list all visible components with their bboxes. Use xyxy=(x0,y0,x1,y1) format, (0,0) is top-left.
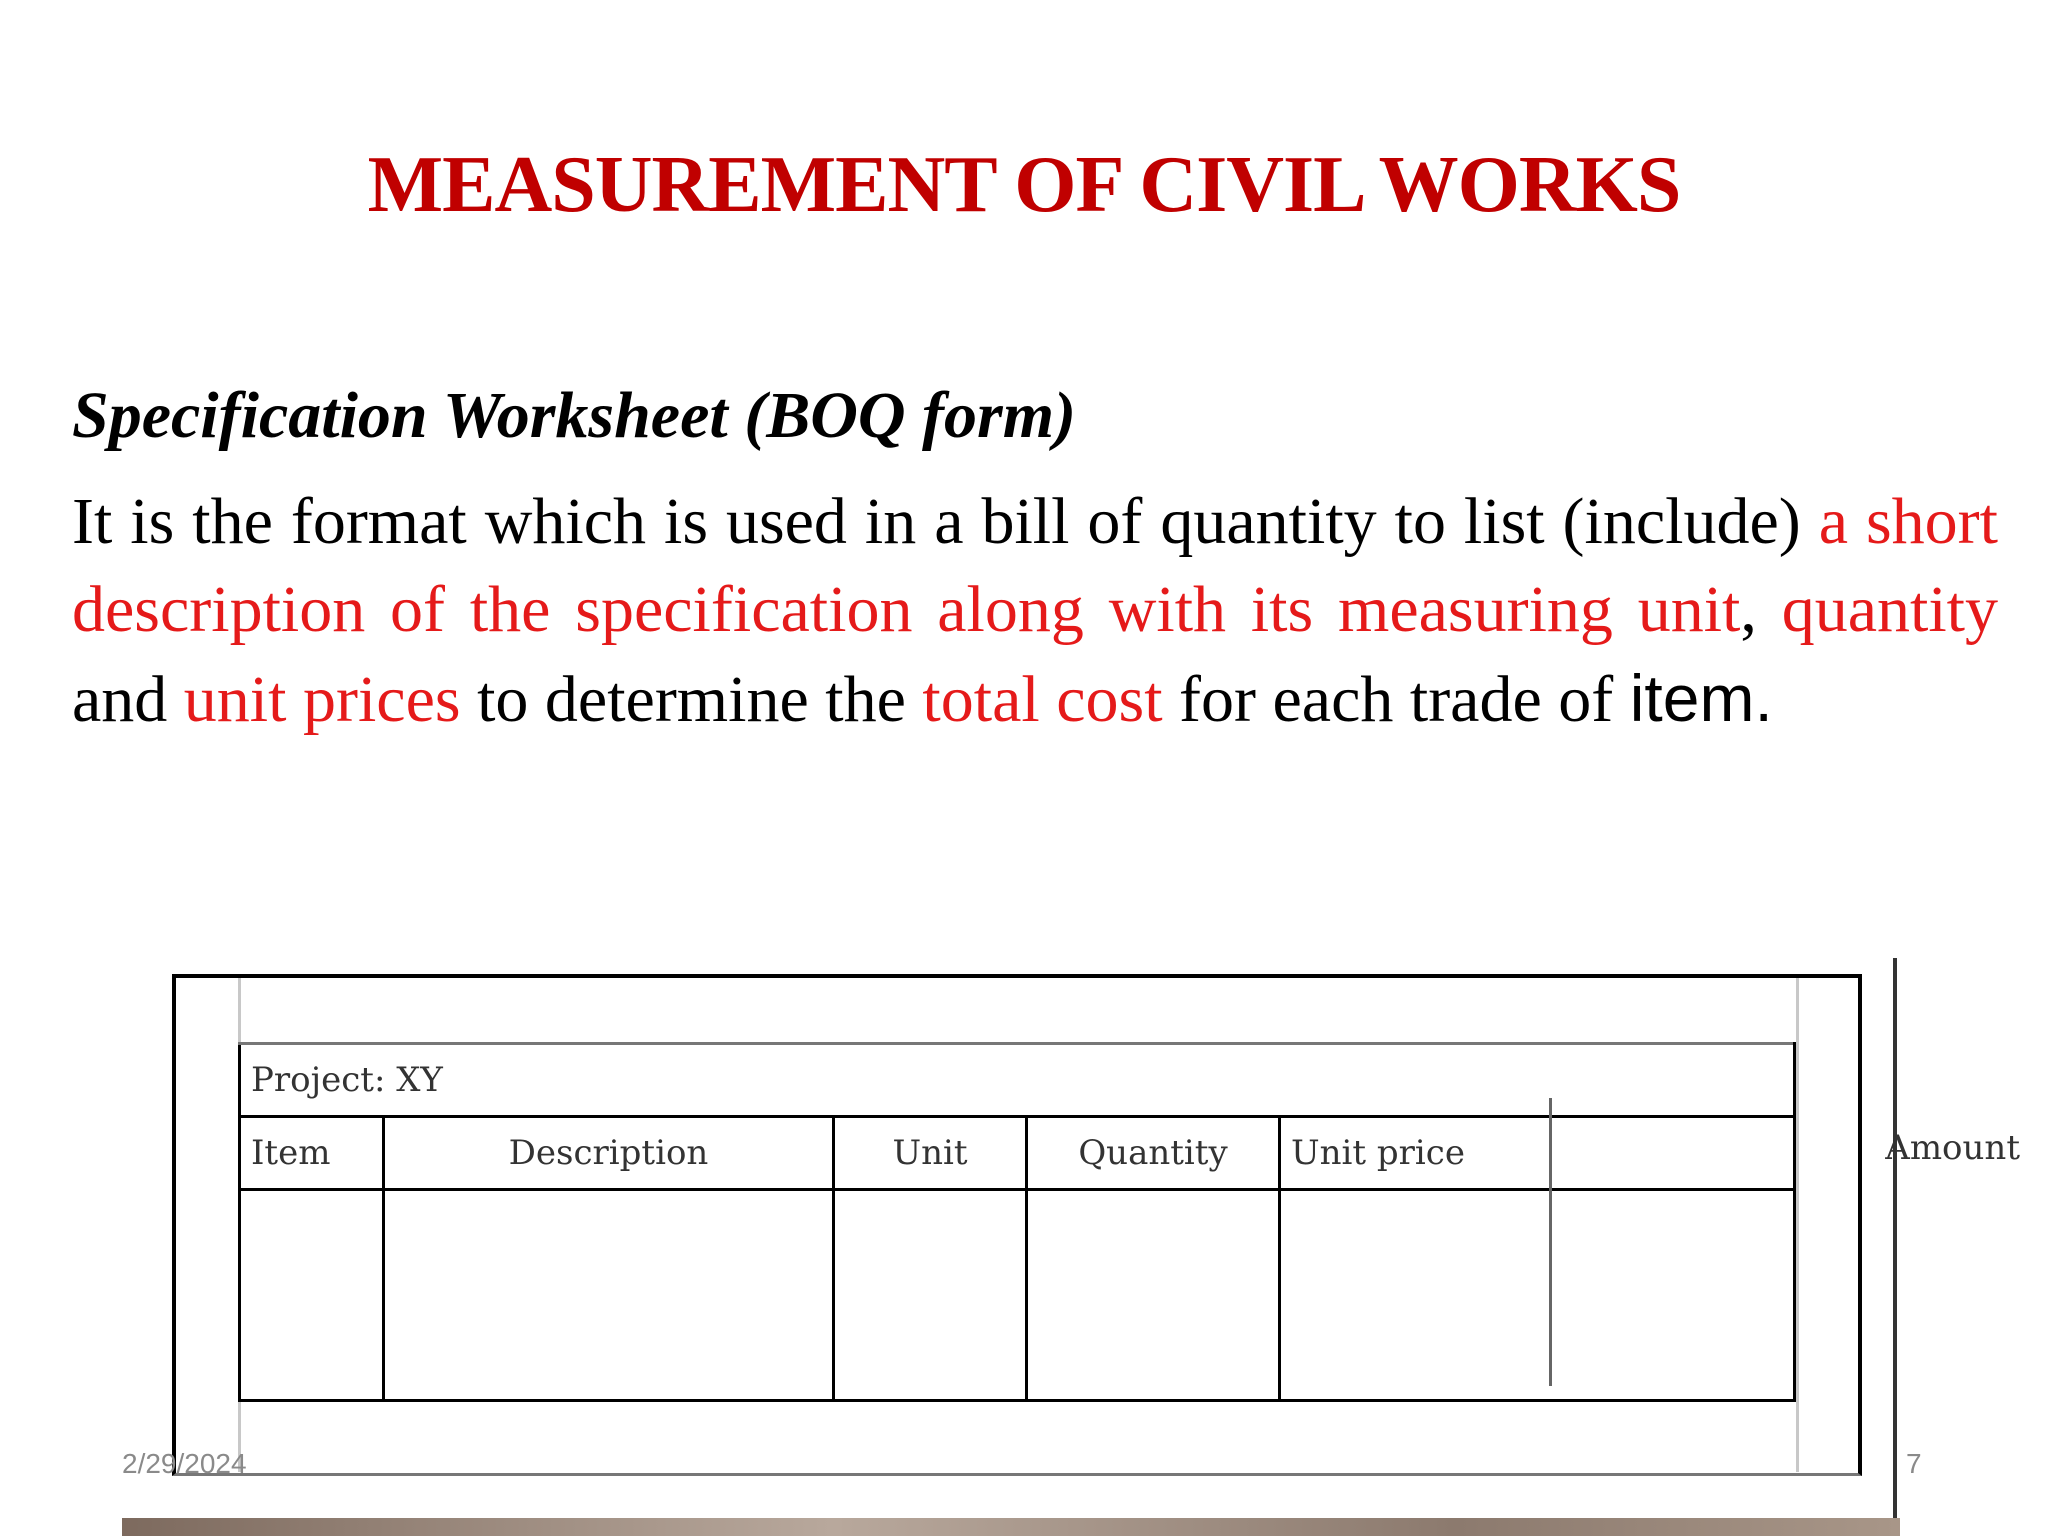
body-text-4: to determine the xyxy=(460,663,923,736)
column-header-unit-price: Unit price xyxy=(1280,1117,1795,1190)
slide-body-paragraph xyxy=(72,478,1998,744)
column-header-quantity: Quantity xyxy=(1027,1117,1280,1190)
table-row xyxy=(240,1190,1795,1401)
boq-worksheet-table xyxy=(238,1042,1796,1402)
amount-column-divider xyxy=(1549,1098,1552,1386)
frame-guide-right xyxy=(1796,978,1799,1472)
table-cell-description xyxy=(384,1190,834,1401)
table-cell-quantity xyxy=(1027,1190,1280,1401)
column-header-description: Description xyxy=(384,1117,834,1190)
column-header-amount: Amount xyxy=(1885,1128,2020,1168)
table-cell-price-amount xyxy=(1280,1190,1795,1401)
body-highlight-quantity: quantity xyxy=(1781,573,1999,646)
body-highlight-unit-prices: unit prices xyxy=(183,663,461,736)
table-header-row xyxy=(240,1117,1795,1190)
body-text-3: and xyxy=(72,663,184,736)
project-row xyxy=(240,1044,1795,1117)
body-text-5: for each trade of xyxy=(1162,663,1630,736)
body-highlight-description: a short description of the specification along with its measuring unit xyxy=(72,485,1998,646)
slide-title: MEASUREMENT OF CIVIL WORKS xyxy=(367,141,1681,229)
body-highlight-total-cost: total cost xyxy=(922,663,1163,736)
table-cell-unit xyxy=(834,1190,1027,1401)
footer-page-number: 7 xyxy=(1906,1448,1922,1479)
slide-subtitle: Specification Worksheet (BOQ form) xyxy=(72,379,1077,452)
body-text-item: item. xyxy=(1629,661,1773,735)
bottom-decorative-strip xyxy=(122,1518,1900,1536)
column-header-unit: Unit xyxy=(834,1117,1027,1190)
frame-edge-line xyxy=(1893,958,1897,1524)
table-cell-item xyxy=(240,1190,384,1401)
column-header-item: Item xyxy=(240,1117,384,1190)
body-text-2: , xyxy=(1740,573,1782,646)
footer-date: 2/29/2024 xyxy=(122,1448,247,1479)
project-label: Project: XY xyxy=(240,1044,1795,1117)
body-text-1: It is the format which is used in a bill of quantity to list (include) xyxy=(72,485,1819,558)
